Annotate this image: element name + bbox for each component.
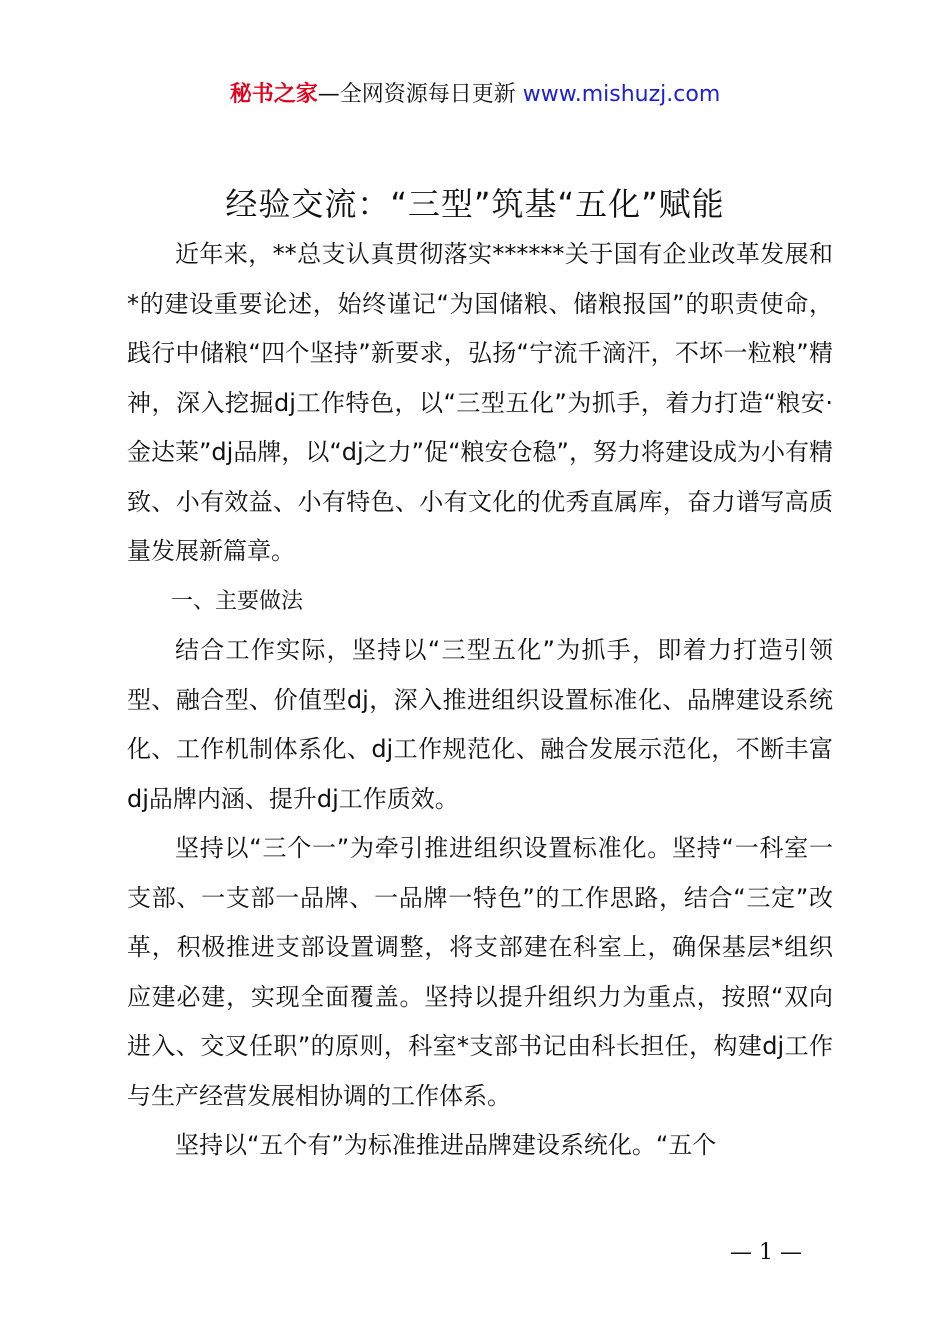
page-number: — 1 —	[730, 1240, 802, 1265]
site-tagline: —全网资源每日更新	[317, 82, 516, 107]
brand-system-paragraph: 坚持以“五个有”为标准推进品牌建设系统化。“五个	[175, 1131, 717, 1159]
document-title: 经验交流：“三型”筑基“五化”赋能	[225, 185, 725, 223]
site-brand-name: 秘书之家	[229, 82, 318, 107]
section-heading-main-practices: 一、主要做法	[171, 588, 304, 614]
org-standardization-paragraph: 坚持以“三个一”为牵引推进组织设置标准化。坚持“一科室一支部、一支部一品牌、一品牌一特色”的工作思路，结合“三定”改革，积极推进支部设置调整，将支部建在科室上，确保基层*组织应建必建，实现全面覆盖。坚持以提升组织力为重点，按照“双向进入、交叉任职”的原则，科室*支部书记由科长担任，构建dj工作与生产经营发展相协调的工作体系。	[127, 834, 833, 1110]
site-header-banner	[0, 78, 950, 112]
intro-paragraph: 近年来，**总支认真贯彻落实******关于国有企业改革发展和*的建设重要论述，始终谨记“为国储粮、储粮报国”的职责使命，践行中储粮“四个坚持”新要求，弘扬“宁流千滴汗，不坏一粒粮”精神，深入挖掘dj工作特色，以“三型五化”为抓手，着力打造“粮安·金达莱”dj品牌，以“dj之力”促“粮安仓稳”，努力将建设成为小有精致、小有效益、小有特色、小有文化的优秀直属库，奋力谱写高质量发展新篇章。	[127, 240, 833, 565]
site-url-link[interactable]: www.mishuzj.com	[522, 82, 721, 107]
practices-overview-paragraph: 结合工作实际，坚持以“三型五化”为抓手，即着力打造引领型、融合型、价值型dj，深入推进组织设置标准化、品牌建设系统化、工作机制体系化、dj工作规范化、融合发展示范化，不断丰富dj品牌内涵、提升dj工作质效。	[127, 636, 833, 813]
document-body	[127, 230, 833, 1171]
